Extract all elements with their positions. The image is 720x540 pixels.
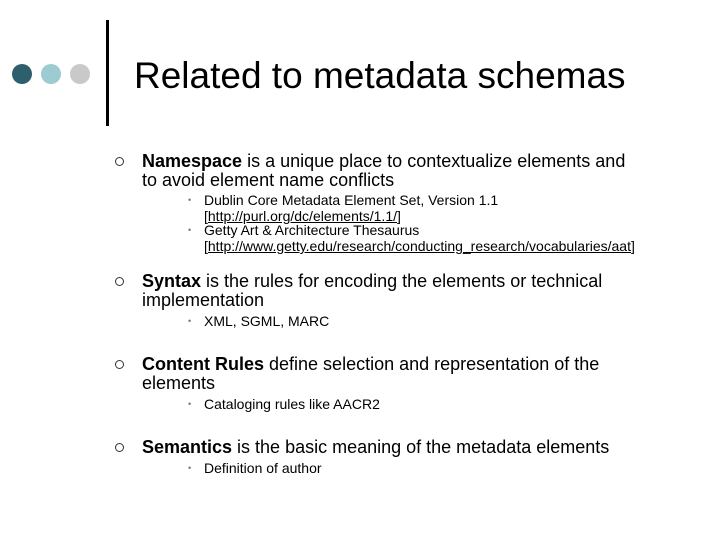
bullet-icon (115, 277, 124, 286)
bullet-content-rules: Content Rules define selection and representation of the elements (142, 354, 600, 393)
sub-bullet-semantics: • Definition of author (188, 460, 322, 476)
term-namespace: Namespace (142, 151, 243, 171)
dublin-core-link[interactable]: http://purl.org/dc/elements/1.1/ (207, 208, 397, 224)
getty-link[interactable]: http://www.getty.edu/research/conducting_research/vocabularies/aat (207, 238, 631, 254)
slide-title: Related to metadata schemas (134, 55, 626, 96)
decor-dot-gray (70, 64, 90, 84)
sub-bullet-icon: • (188, 195, 192, 205)
term-content-rules: Content Rules (142, 354, 265, 374)
sub-bullet-dublin-core: • Dublin Core Metadata Element Set, Version 1.1 [http://purl.org/dc/elements/1.1/] (188, 192, 499, 224)
sub-bullet-icon: • (188, 463, 192, 473)
term-syntax: Syntax (142, 271, 202, 291)
bullet-icon (115, 157, 124, 166)
bullet-icon (115, 443, 124, 452)
term-semantics: Semantics (142, 437, 233, 457)
bullet-icon (115, 360, 124, 369)
sub-bullet-icon: • (188, 399, 192, 409)
bullet-semantics: Semantics is the basic meaning of the metadata elements (142, 437, 610, 457)
sub-bullet-icon: • (188, 316, 192, 326)
sub-bullet-icon: • (188, 225, 192, 235)
sub-bullet-content-rules: • Cataloging rules like AACR2 (188, 396, 380, 412)
bullet-namespace: Namespace is a unique place to contextualize elements and to avoid element name conflicts (142, 151, 626, 190)
decor-dot-teal (41, 64, 61, 84)
decor-dot-dark (12, 64, 32, 84)
sub-bullet-syntax: • XML, SGML, MARC (188, 313, 330, 329)
bullet-syntax: Syntax is the rules for encoding the elements or technical implementation (142, 271, 603, 310)
sub-bullet-getty: • Getty Art & Architecture Thesaurus [http://www.getty.edu/research/conducting_research/vocabularies/aat] (188, 222, 635, 254)
title-divider (106, 20, 109, 126)
